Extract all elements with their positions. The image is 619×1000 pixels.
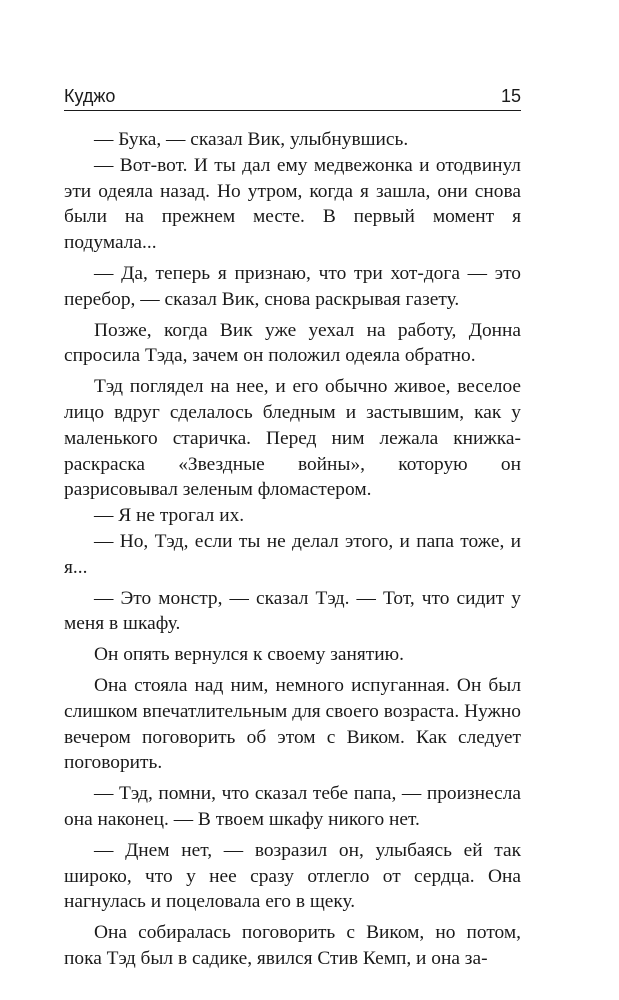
paragraph: Она собиралась поговорить с Виком, но потом, пока Тэд был в садике, явился Стив Кемп, и она за- <box>64 922 521 969</box>
book-title: Куджо <box>64 86 116 106</box>
page-number: 15 <box>500 86 521 106</box>
body-text <box>64 127 521 972</box>
paragraph: — Но, Тэд, если ты не делал этого, и папа тоже, и я... <box>64 530 521 578</box>
paragraph: Он опять вернулся к своему занятию. <box>94 644 404 666</box>
paragraph: — Я не трогал их. <box>94 505 245 527</box>
paragraph: Позже, когда Вик уже уехал на работу, Донна спросила Тэда, зачем он положил одеяла обратно. <box>64 319 521 367</box>
paragraph: Она стояла над ним, немного испуганная. Он был слишком впечатлительным для своего возраста. Нужно вечером поговорить об этом с Виком. Как следует поговорить. <box>64 674 521 774</box>
paragraph: — Тэд, помни, что сказал тебе папа, — произнесла она наконец. — В твоем шкафу никого нет. <box>64 783 521 830</box>
paragraph: — Это монстр, — сказал Тэд. — Тот, что сидит у меня в шкафу. <box>64 587 521 635</box>
paragraph: — Бука, — сказал Вик, улыбнувшись. <box>94 129 409 150</box>
paragraph: — Вот-вот. И ты дал ему медвежонка и отодвинул эти одеяла назад. Но утром, когда я зашла, они снова были на прежнем месте. В первый момент я подумала... <box>64 154 521 254</box>
paragraph: — Да, теперь я признаю, что три хот-дога — это перебор, — сказал Вик, снова раскрывая газету. <box>64 262 521 310</box>
running-header <box>64 82 521 111</box>
paragraph: — Днем нет, — возразил он, улыбаясь ей так широко, что у нее сразу отлегло от сердца. Она нагнулась и поцеловала его в щеку. <box>64 839 521 913</box>
paragraph: Тэд поглядел на нее, и его обычно живое, веселое лицо вдруг сделалось бледным и застывшим, как у маленького старичка. Перед ним лежала книжка-раскраска «Звездные войны», которую он разрисовывал зеленым фломастером. <box>64 376 521 501</box>
